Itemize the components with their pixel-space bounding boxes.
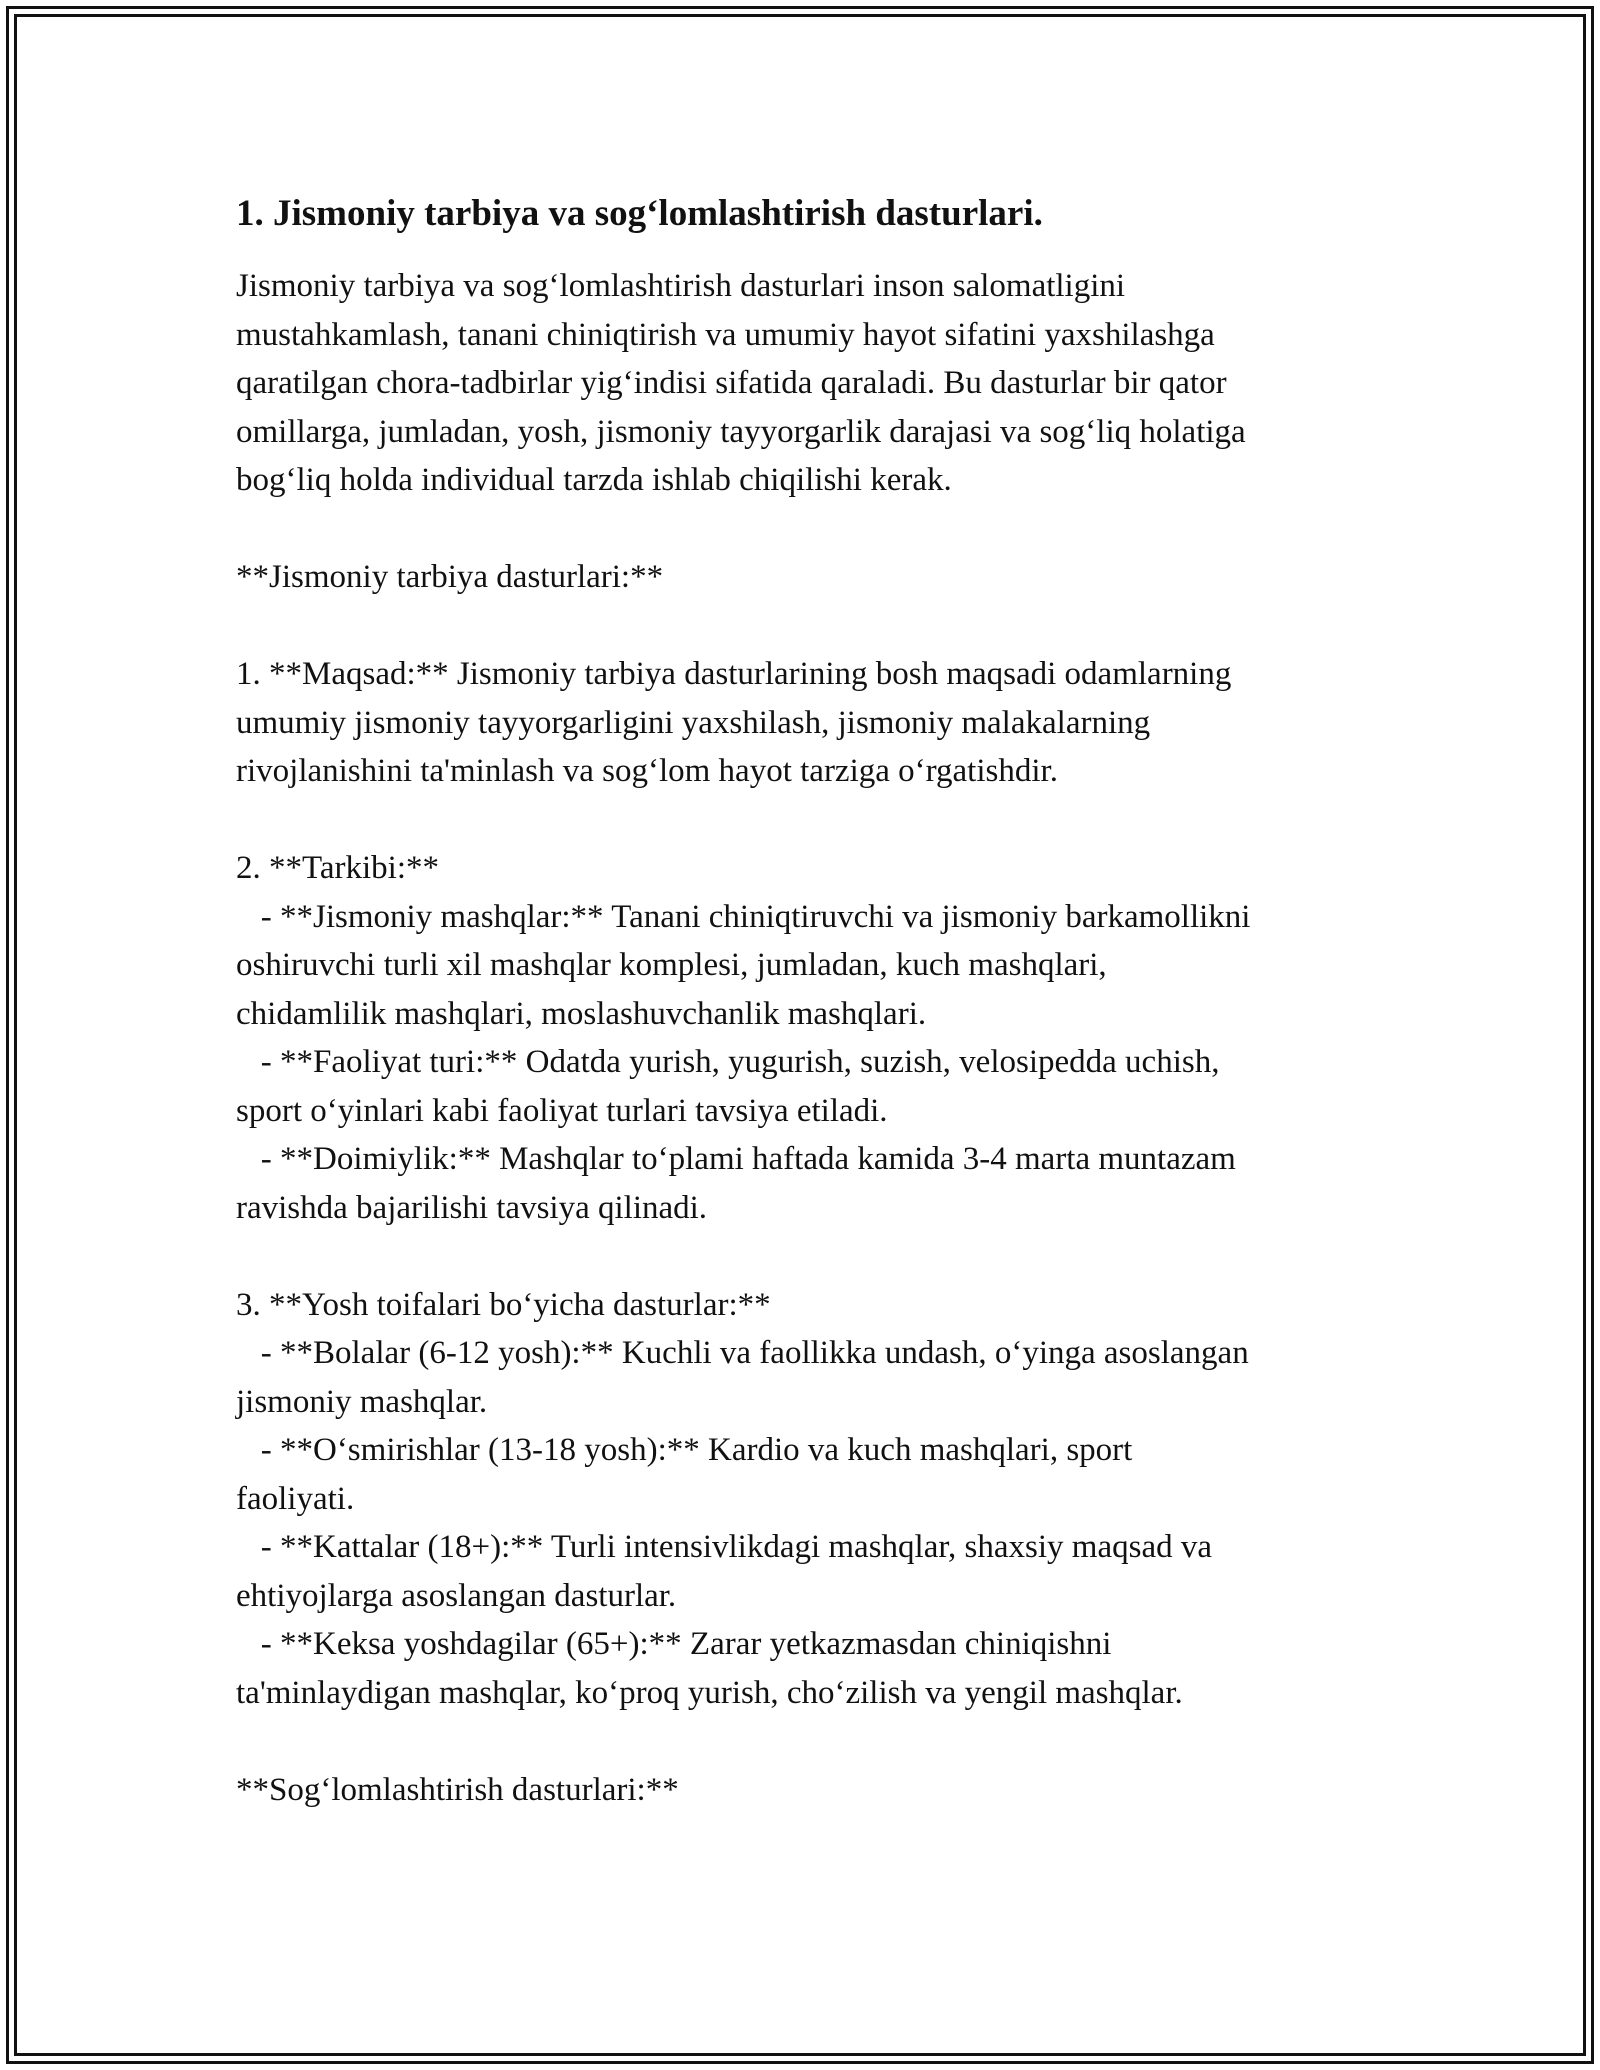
text-line: ta'minlaydigan mashqlar, ko‘proq yurish, cho‘zilish va yengil mashqlar. bbox=[236, 1674, 1183, 1711]
blank-line bbox=[236, 796, 1406, 845]
intro-paragraph bbox=[236, 262, 1406, 505]
text-line: qaratilgan chora-tadbirlar yig‘indisi sifatida qaraladi. Bu dasturlar bir qator bbox=[236, 365, 1227, 401]
document-body bbox=[236, 184, 1406, 1814]
text-line: - **Doimiylik:** Mashqlar to‘plami haftada kamida 3-4 marta muntazam bbox=[236, 1141, 1236, 1177]
section-heading-physical: **Jismoniy tarbiya dasturlari:** bbox=[236, 559, 664, 595]
list-item-age-groups bbox=[236, 1281, 1406, 1718]
blank-line bbox=[236, 1717, 1406, 1766]
list-item-content bbox=[236, 844, 1406, 1232]
text-line: 2. **Tarkibi:** bbox=[236, 850, 439, 886]
text-line: faoliyati. bbox=[236, 1480, 355, 1517]
text-line: umumiy jismoniy tayyorgarligini yaxshilash, jismoniy malakalarning bbox=[236, 704, 1151, 741]
text-line: - **Kattalar (18+):** Turli intensivlikdagi mashqlar, shaxsiy maqsad va bbox=[236, 1529, 1212, 1565]
text-line: - **Jismoniy mashqlar:** Tanani chiniqtiruvchi va jismoniy barkamollikni bbox=[236, 898, 1251, 935]
blank-line bbox=[236, 602, 1406, 651]
text-line: ehtiyojlarga asoslangan dasturlar. bbox=[236, 1577, 677, 1614]
text-line: - **Bolalar (6-12 yosh):** Kuchli va faollikka undash, o‘yinga asoslangan bbox=[236, 1335, 1249, 1371]
text-line: - **Keksa yoshdagilar (65+):** Zarar yetkazmasdan chiniqishni bbox=[236, 1626, 1112, 1662]
list-item-goal bbox=[236, 650, 1406, 796]
text-line: mustahkamlash, tanani chiniqtirish va umumiy hayot sifatini yaxshilashga bbox=[236, 316, 1215, 353]
text-line: ravishda bajarilishi tavsiya qilinadi. bbox=[236, 1189, 708, 1226]
text-line: 3. **Yosh toifalari bo‘yicha dasturlar:** bbox=[236, 1286, 771, 1323]
blank-line bbox=[236, 505, 1406, 554]
blank-line bbox=[236, 1232, 1406, 1281]
text-line: - **Faoliyat turi:** Odatda yurish, yugurish, suzish, velosipedda uchish, bbox=[236, 1044, 1220, 1080]
text-line: rivojlanishini ta'minlash va sog‘lom hayot tarziga o‘rgatishdir. bbox=[236, 753, 1058, 789]
text-line: 1. **Maqsad:** Jismoniy tarbiya dasturlarining bosh maqsadi odamlarning bbox=[236, 656, 1232, 692]
text-line: sport o‘yinlari kabi faoliyat turlari tavsiya etiladi. bbox=[236, 1092, 888, 1129]
text-line: omillarga, jumladan, yosh, jismoniy tayyorgarlik darajasi va sog‘liq holatiga bbox=[236, 413, 1246, 450]
document-heading: 1. Jismoniy tarbiya va sog‘lomlashtirish dasturlari. bbox=[236, 193, 1043, 234]
section-heading-health: **Sog‘lomlashtirish dasturlari:** bbox=[236, 1771, 679, 1808]
text-line: jismoniy mashqlar. bbox=[236, 1383, 488, 1420]
text-line: - **O‘smirishlar (13-18 yosh):** Kardio va kuch mashqlari, sport bbox=[236, 1432, 1133, 1468]
text-line: chidamlilik mashqlari, moslashuvchanlik mashqlari. bbox=[236, 995, 927, 1032]
text-line: oshiruvchi turli xil mashqlar komplesi, jumladan, kuch mashqlari, bbox=[236, 947, 1107, 983]
text-line: Jismoniy tarbiya va sog‘lomlashtirish dasturlari inson salomatligini bbox=[236, 268, 1126, 304]
text-line: bog‘liq holda individual tarzda ishlab chiqilishi kerak. bbox=[236, 462, 952, 498]
